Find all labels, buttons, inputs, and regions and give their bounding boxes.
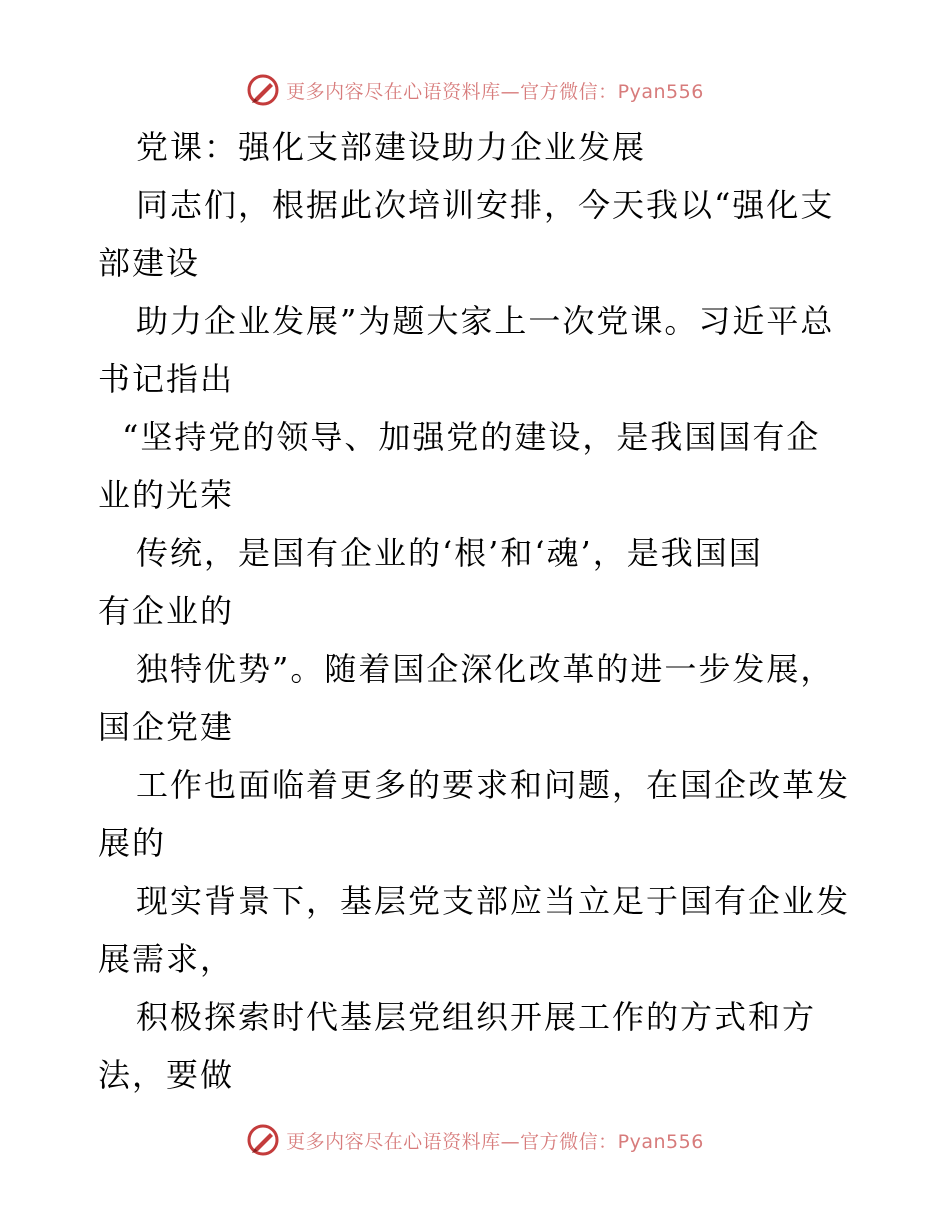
paragraph-line: 书记指出 [98, 360, 235, 398]
document-title: 党课：强化支部建设助力企业发展 [136, 128, 647, 166]
paragraph-line: 同志们，根据此次培训安排，今天我以“强化支 [136, 186, 835, 224]
paragraph-line: 国企党建 [98, 708, 235, 746]
paragraph-line: 展需求， [98, 940, 235, 978]
watermark-banner-bottom [0, 1120, 950, 1160]
paragraph-line: 独特优势”。随着国企深化改革的进一步发展， [136, 650, 835, 688]
watermark-text: 更多内容尽在心语资料库—官方微信：Pyan556 [286, 80, 704, 103]
paragraph-line: 有企业的 [98, 592, 235, 630]
document-body [98, 118, 858, 1104]
paragraph-line: 现实背景下，基层党支部应当立足于国有企业发 [136, 882, 851, 920]
paragraph-line: “坚持党的领导、加强党的建设，是我国国有企 [122, 418, 821, 456]
watermark-text: 更多内容尽在心语资料库—官方微信：Pyan556 [286, 1130, 704, 1153]
paragraph-line: 部建设 [98, 244, 201, 282]
paragraph-line: 展的 [98, 824, 167, 862]
pen-circle-logo-icon [246, 73, 280, 107]
paragraph-line: 业的光荣 [98, 476, 235, 514]
paragraph-line: 助力企业发展”为题大家上一次党课。习近平总 [136, 302, 835, 340]
pen-circle-logo-icon [246, 1123, 280, 1157]
paragraph-line: 法，要做 [98, 1056, 235, 1094]
paragraph-line: 传统，是国有企业的‘根’和‘魂’，是我国国 [136, 534, 763, 572]
paragraph-line: 工作也面临着更多的要求和问题，在国企改革发 [136, 766, 851, 804]
watermark-banner-top [0, 70, 950, 110]
paragraph-line: 积极探索时代基层党组织开展工作的方式和方 [136, 998, 817, 1036]
